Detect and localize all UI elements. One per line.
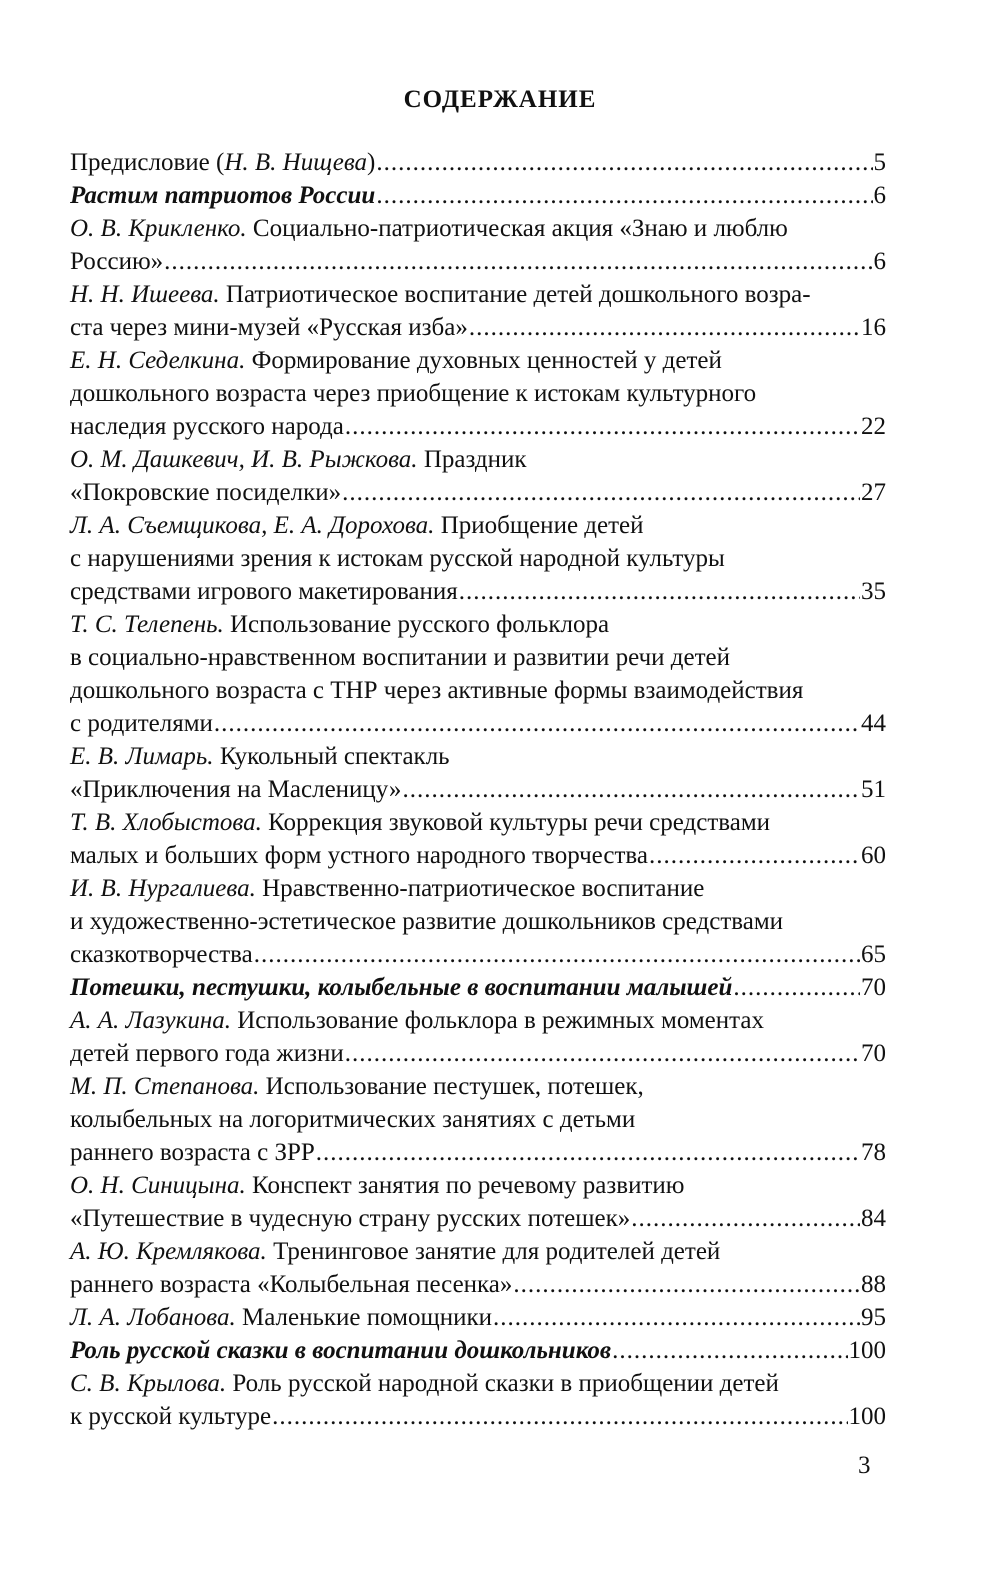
toc-entry [70,1235,886,1301]
line-text [70,212,788,245]
entry-page-number: 6 [873,182,886,209]
toc-section [70,179,886,212]
line-text [70,245,163,278]
entry-page-number: 60 [861,842,886,869]
line-text [70,344,722,377]
toc-entry [70,1004,886,1070]
toc-entry [70,872,886,971]
line-text [70,410,344,443]
entry-page-number: 16 [861,314,886,341]
toc-entry [70,1169,886,1235]
entry-title: Предисловие (Н. В. Нищева) [70,149,376,176]
entry-page-number: 44 [861,710,886,737]
dot-leader [733,971,860,1004]
toc-line [70,278,886,311]
line-text [70,1103,635,1136]
entry-page-number: 88 [861,1271,886,1298]
dot-leader [214,707,860,740]
entry-page-number: 22 [861,413,886,440]
entry-page-number: 51 [861,776,886,803]
entry-title: Россию» [70,248,164,275]
toc-line [70,476,886,509]
entry-title: детей первого года жизни [70,1040,344,1067]
toc-entry [70,1070,886,1169]
entry-title: Маленькие помощники [235,1304,492,1331]
entry-title: раннего возраста с ЗРР [70,1139,315,1166]
toc-line [70,773,886,806]
toc-line [70,542,886,575]
line-text [70,707,213,740]
entry-title: раннего возраста «Колыбельная песенка» [70,1271,513,1298]
toc-section [70,1334,886,1367]
entry-page-number: 35 [861,578,886,605]
entry-author: И. В. Нургалиева. [70,875,256,902]
toc-line [70,674,886,707]
dot-leader [345,410,860,443]
line-text [70,179,375,212]
toc-entry [70,212,886,278]
entry-title: Социально-патриотическая акция «Знаю и люблю [246,215,788,242]
dot-leader [459,575,860,608]
toc-line [70,872,886,905]
dot-leader [272,1400,847,1433]
line-text [70,1268,512,1301]
line-text [70,443,527,476]
entry-page-number: 70 [861,974,886,1001]
toc-entry [70,278,886,344]
toc-line [70,839,886,872]
line-text [70,1301,492,1334]
entry-title: и художественно-эстетическое развитие дошкольников средствами [70,908,784,935]
entry-title: Тренинговое занятие для родителей детей [266,1238,721,1265]
dot-leader [164,245,872,278]
page-title: СОДЕРЖАНИЕ [403,86,597,113]
line-text [70,1169,684,1202]
entry-author: О. Н. Синицына. [70,1172,246,1199]
entry-title: Праздник [417,446,527,473]
toc-entry [70,146,886,179]
line-text [70,575,458,608]
entry-page-number: 100 [848,1337,886,1364]
toc-line [70,245,886,278]
entry-title: сказкотворчества [70,941,253,968]
dot-leader [345,1037,860,1070]
toc-line [70,1268,886,1301]
toc-line [70,146,886,179]
entry-page-number: 65 [861,941,886,968]
line-text [70,608,609,641]
toc-line [70,1103,886,1136]
line-text [70,377,756,410]
toc-entry [70,1301,886,1334]
entry-title: Роль русской народной сказки в приобщении детей [226,1370,779,1397]
entry-author: Т. В. Хлобыстова. [70,809,262,836]
dot-leader [316,1136,860,1169]
line-text [70,509,644,542]
dot-leader [469,311,860,344]
entry-page-number: 84 [861,1205,886,1232]
entry-title: «Приключения на Масленицу» [70,776,402,803]
entry-title: Кукольный спектакль [213,743,450,770]
section-title: Растим патриотов России [70,182,376,209]
line-text [70,1136,315,1169]
dot-leader [342,476,860,509]
line-text [70,1202,630,1235]
line-text [70,773,401,806]
entry-title: с родителями [70,710,213,737]
line-text [70,1004,764,1037]
entry-page-number: 95 [861,1304,886,1331]
toc-line [70,377,886,410]
line-text [70,806,770,839]
toc-line [70,509,886,542]
line-text [70,740,450,773]
entry-title: малых и больших форм устного народного творчества [70,842,648,869]
line-text [70,938,253,971]
toc-line [70,1400,886,1433]
entry-title: дошкольного возраста с ТНР через активные формы взаимодействия [70,677,804,704]
toc-line [70,311,886,344]
entry-author: А. А. Лазукина. [70,1007,231,1034]
line-text [70,542,725,575]
entry-title: «Покровские посиделки» [70,479,342,506]
toc-line [70,1235,886,1268]
line-text [70,674,803,707]
entry-title: Конспект занятия по речевому развитию [245,1172,685,1199]
entry-title: средствами игрового макетирования [70,578,458,605]
toc-entry [70,806,886,872]
entry-title: Приобщение детей [434,512,644,539]
section-title: Потешки, пестушки, колыбельные в воспитании малышей [70,974,733,1001]
line-text [70,1235,720,1268]
entry-title: Использование русского фольклора [223,611,610,638]
dot-leader [376,179,872,212]
entry-author: М. П. Степанова. [70,1073,260,1100]
entry-author: Л. А. Съемщикова, Е. А. Дорохова. [70,512,435,539]
entry-page-number: 6 [873,248,886,275]
line-text [70,278,811,311]
dot-leader [493,1301,860,1334]
line-text [70,1070,644,1103]
entry-title: Использование пестушек, потешек, [259,1073,644,1100]
dot-leader [402,773,860,806]
entry-title: колыбельных на логоритмических занятиях с детьми [70,1106,636,1133]
entry-page-number: 70 [861,1040,886,1067]
page-number: 3 [858,1452,871,1479]
toc-line [70,707,886,740]
entry-author: Т. С. Телепень. [70,611,224,638]
toc-line [70,608,886,641]
dot-leader [254,938,860,971]
toc-line [70,212,886,245]
line-text [70,311,468,344]
toc-line [70,443,886,476]
toc-line [70,1136,886,1169]
toc-entry [70,344,886,443]
entry-title: к русской культуре [70,1403,272,1430]
line-text [70,476,341,509]
line-text [70,971,732,1004]
toc-line [70,1169,886,1202]
entry-title: наследия русского народа [70,413,344,440]
entry-title: Нравственно-патриотическое воспитание [255,875,705,902]
toc-line [70,410,886,443]
dot-leader [376,146,872,179]
entry-title: с нарушениями зрения к истокам русской народной культуры [70,545,725,572]
entry-page-number: 5 [873,149,886,176]
toc-entry [70,740,886,806]
toc-line [70,575,886,608]
toc-line [70,971,886,1004]
dot-leader [612,1334,847,1367]
toc-line [70,1301,886,1334]
toc-line [70,641,886,674]
entry-author: Е. В. Лимарь. [70,743,214,770]
toc-entry [70,509,886,608]
line-text [70,839,648,872]
entry-title: «Путешествие в чудесную страну русских потешек» [70,1205,631,1232]
toc-line [70,1070,886,1103]
entry-page-number: 27 [861,479,886,506]
toc-line [70,938,886,971]
table-of-contents [70,146,886,1433]
entry-page-number: 78 [861,1139,886,1166]
entry-author: Н. Н. Ишеева. [70,281,220,308]
entry-title: Использование фольклора в режимных моментах [231,1007,764,1034]
toc-line [70,1037,886,1070]
toc-entry [70,443,886,509]
line-text [70,1400,271,1433]
dot-leader [513,1268,860,1301]
toc-line [70,179,886,212]
toc-entry [70,1367,886,1433]
entry-title: дошкольного возраста через приобщение к истокам культурного [70,380,757,407]
entry-author: О. М. Дашкевич, И. В. Рыжкова. [70,446,418,473]
entry-author: С. В. Крылова. [70,1370,227,1397]
entry-title: Патриотическое воспитание детей дошкольного возра- [219,281,811,308]
entry-author: О. В. Крикленко. [70,215,247,242]
entry-title: Формирование духовных ценностей у детей [245,347,722,374]
toc-line [70,905,886,938]
section-title: Роль русской сказки в воспитании дошкольников [70,1337,612,1364]
toc-line [70,806,886,839]
dot-leader [631,1202,860,1235]
line-text [70,1334,611,1367]
entry-author: А. Ю. Кремлякова. [70,1238,267,1265]
toc-line [70,344,886,377]
entry-title: Коррекция звуковой культуры речи средствами [261,809,771,836]
toc-line [70,1334,886,1367]
line-text [70,641,730,674]
entry-title: в социально-нравственном воспитании и развитии речи детей [70,644,730,671]
line-text [70,1367,779,1400]
line-text [70,1037,344,1070]
toc-line [70,1004,886,1037]
toc-entry [70,608,886,740]
entry-title: ста через мини-музей «Русская изба» [70,314,468,341]
line-text [70,146,375,179]
line-text [70,905,783,938]
dot-leader [649,839,860,872]
toc-line [70,1202,886,1235]
toc-section [70,971,886,1004]
toc-line [70,740,886,773]
line-text [70,872,704,905]
entry-page-number: 100 [848,1403,886,1430]
entry-author: Л. А. Лобанова. [70,1304,236,1331]
entry-author: Е. Н. Седелкина. [70,347,246,374]
toc-line [70,1367,886,1400]
